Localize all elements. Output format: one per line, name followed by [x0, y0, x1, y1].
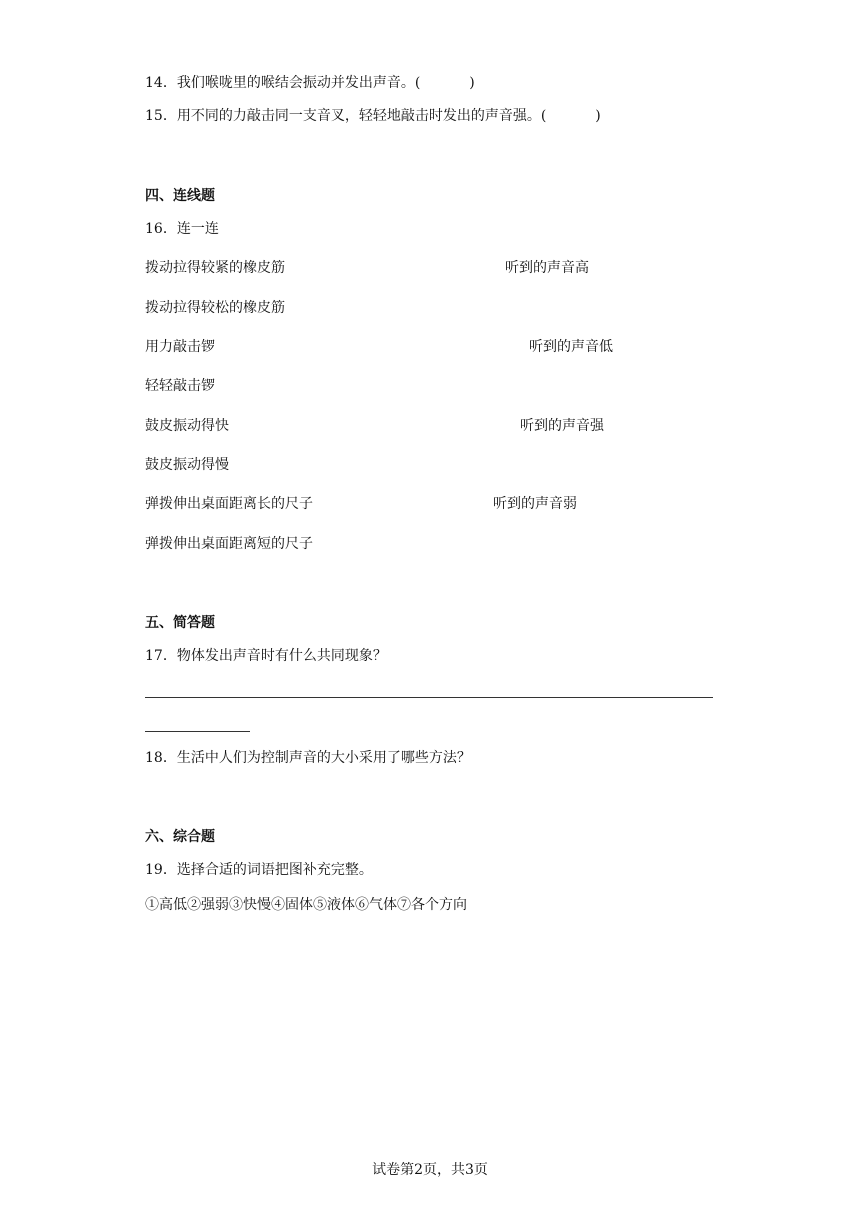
match-right-item-1: 听到的声音高 [505, 260, 589, 276]
page-number: 试卷第2页，共3页 [372, 1162, 488, 1178]
match-left-item-1: 拨动拉得较紧的橡皮筋 [145, 260, 285, 276]
match-left-item-4: 轻轻敲击锣 [145, 378, 215, 394]
section-5-heading: 五、简答题 [145, 615, 215, 631]
match-left-item-2: 拨动拉得较松的橡皮筋 [145, 300, 285, 316]
question-18: 18．生活中人们为控制声音的大小采用了哪些方法？ [145, 750, 471, 766]
answer-line-long [145, 697, 713, 698]
answer-line-short [145, 731, 250, 732]
match-left-item-8: 弹拨伸出桌面距离短的尺子 [145, 536, 313, 552]
match-left-item-5: 鼓皮振动得快 [145, 418, 229, 434]
section-6-heading: 六、综合题 [145, 829, 215, 845]
question-16: 16．连一连 [145, 221, 219, 237]
question-19-options: ①高低②强弱③快慢④固体⑤液体⑥气体⑦各个方向 [145, 897, 467, 913]
match-left-item-3: 用力敲击锣 [145, 339, 215, 355]
question-17: 17．物体发出声音时有什么共同现象？ [145, 648, 387, 664]
match-right-item-3: 听到的声音强 [520, 418, 604, 434]
match-left-item-6: 鼓皮振动得慢 [145, 457, 229, 473]
question-14: 14．我们喉咙里的喉结会振动并发出声音。( ) [145, 75, 475, 91]
match-right-item-2: 听到的声音低 [529, 339, 613, 355]
match-right-item-4: 听到的声音弱 [493, 496, 577, 512]
match-left-item-7: 弹拨伸出桌面距离长的尺子 [145, 496, 313, 512]
question-15: 15．用不同的力敲击同一支音叉，轻轻地敲击时发出的声音强。( ) [145, 108, 601, 124]
section-4-heading: 四、连线题 [145, 188, 215, 204]
question-19: 19．选择合适的词语把图补充完整。 [145, 862, 373, 878]
